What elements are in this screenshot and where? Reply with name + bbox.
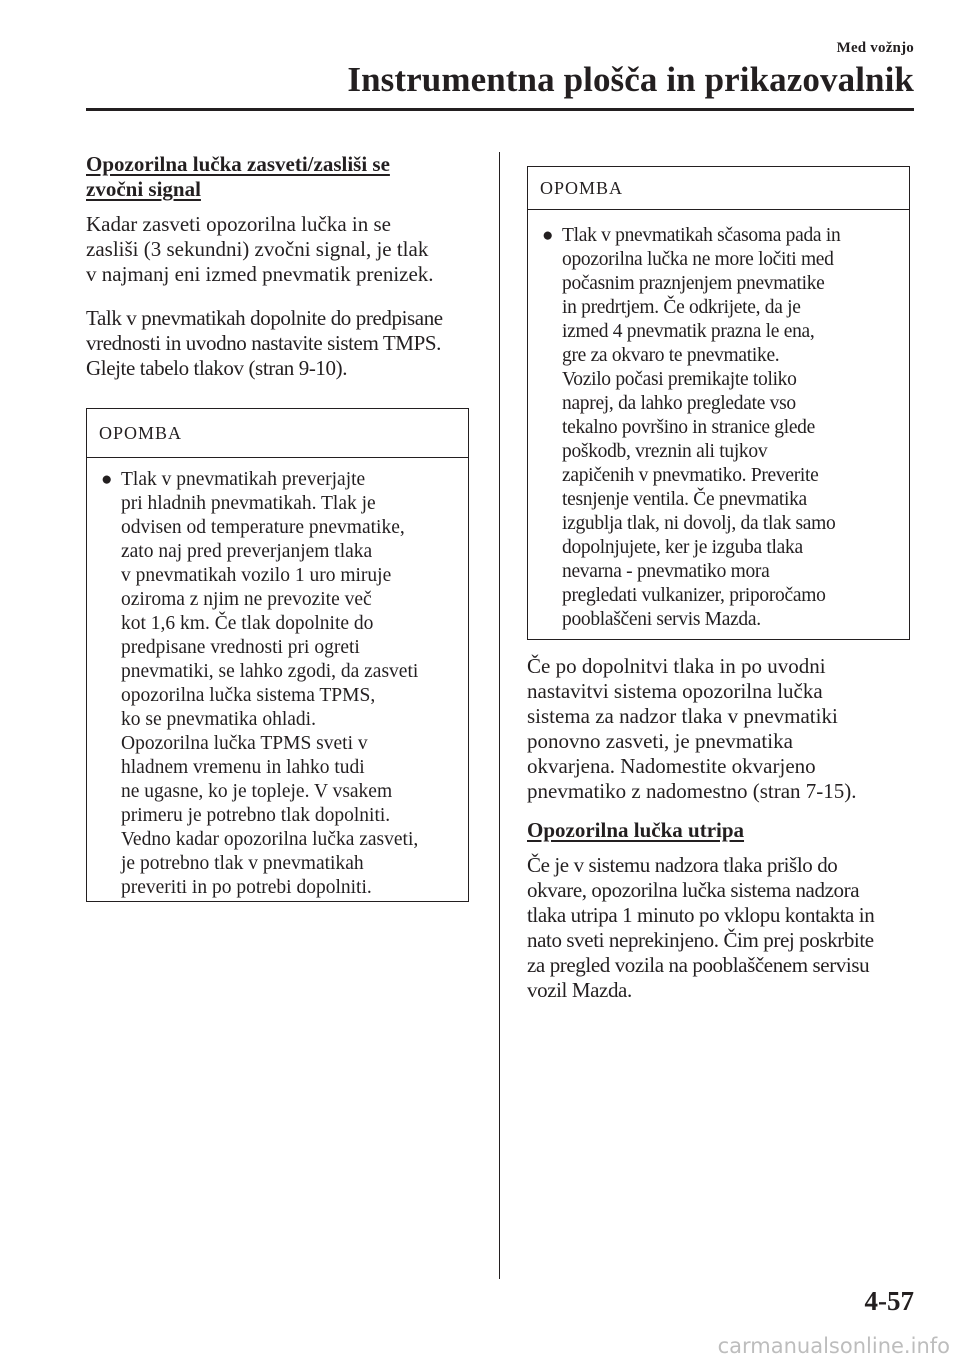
right-column: [527, 166, 910, 1003]
bullet-icon: ●: [542, 225, 554, 246]
note-body: [528, 210, 909, 644]
header-rule: [86, 108, 914, 111]
note-title: OPOMBA: [87, 409, 468, 458]
warning-paragraph: Kadar zasveti opozorilna lučka in se zasliši (3 sekundni) zvočni signal, je tlak v najmanj eni izmed pnevmatik prenizek.: [86, 212, 434, 286]
watermark: carmanualsonline.info: [717, 1334, 950, 1358]
chapter-title: Instrumentna plošča in prikazovalnik: [347, 60, 914, 99]
note-title: OPOMBA: [528, 167, 909, 210]
left-column: [86, 152, 469, 902]
warning-light-heading: Opozorilna lučka zasveti/zasliši se zvočni signal: [86, 152, 390, 201]
note-body: [87, 458, 468, 912]
note-text: Tlak v pnevmatikah sčasoma pada in opozorilna lučka ne more ločiti med počasnim praznjenjem pnevmatike in predrtjem. Če odkrijete, da je izmed 4 pnevmatik prazna le ena, gre za okvaro te pnevmatike. Vozilo počasi premikajte toliko naprej, da lahko pregledate vso tekalno površino in stranice glede poškodb, vreznin ali tujkov zapičenih v pnevmatiko. Preverite tesnjenje ventila. Če pnevmatika izgublja tlak, ni dovolj, da tlak samo dopolnjujete, ker je izguba tlaka nevarna - pnevmatiko mora pregledati vulkanizer, priporočamo pooblaščeni servis Mazda.: [562, 225, 841, 630]
flashing-paragraph: Če je v sistemu nadzora tlaka prišlo do okvare, opozorilna lučka sistema nadzora tlaka utripa 1 minuto po vklopu kontakta in nato sveti neprekinjeno. Čim prej poskrbite za pregled vozila na pooblaščenem servisu vozil Mazda.: [527, 853, 875, 1002]
column-divider: [499, 152, 500, 1279]
bullet-icon: ●: [101, 469, 113, 490]
inflate-paragraph: Talk v pnevmatikah dopolnite do predpisane vrednosti in uvodno nastavite sistem TMPS. Glejte tabelo tlakov (stran 9-10).: [86, 306, 443, 380]
replace-tire-paragraph: Če po dopolnitvi tlaka in po uvodni nastavitvi sistema opozorilna lučka sistema za nadzor tlaka v pnevmatiki ponovno zasveti, je pnevmatika okvarjena. Nadomestite okvarjeno pnevmatiko z nadomestno (stran 7-15).: [527, 654, 857, 803]
flashing-light-heading: Opozorilna lučka utripa: [527, 818, 745, 842]
note-text: Tlak v pnevmatikah preverjajte pri hladnih pnevmatikah. Tlak je odvisen od temperature pnevmatike, zato naj pred preverjanjem tlaka v pnevmatikah vozilo 1 uro miruje oziroma z njim ne prevozite več kot 1,6 km. Če tlak dopolnite do predpisane vrednosti pri ogreti pnevmatiki, se lahko zgodi, da zasveti opozorilna lučka sistema TPMS, ko se pnevmatika ohladi. Opozorilna lučka TPMS sveti v hladnem vremenu in lahko tudi ne ugasne, ko je topleje. V vsakem primeru je potrebno tlak dopolniti. Vedno kadar opozorilna lučka zasveti, je potrebno tlak v pnevmatikah preveriti in po potrebi dopolniti.: [121, 469, 419, 898]
note-box-left: [86, 408, 469, 902]
section-label: Med vožnjo: [836, 40, 914, 56]
page-number: 4-57: [864, 1286, 914, 1316]
note-box-right: [527, 166, 910, 640]
